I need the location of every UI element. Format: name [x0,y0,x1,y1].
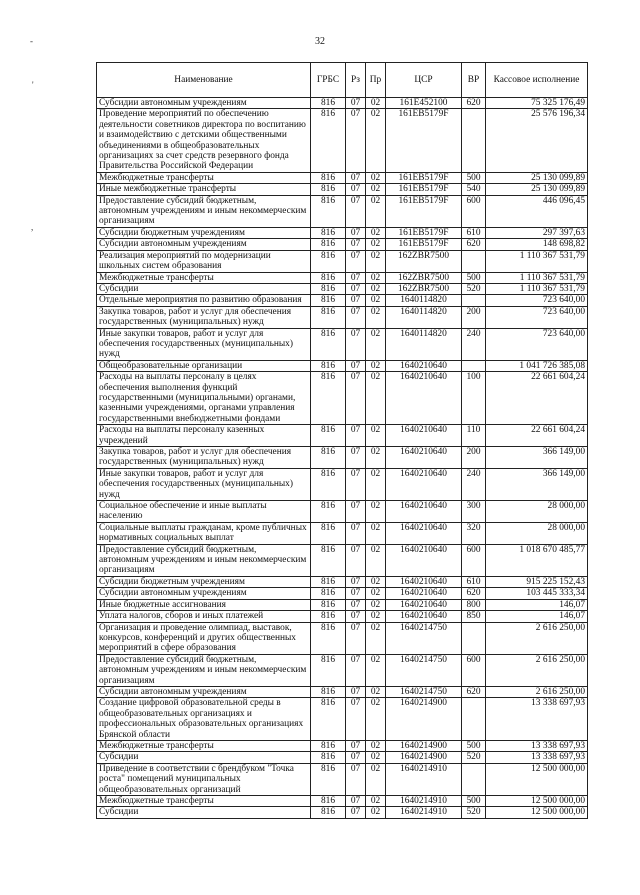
table-row [97,98,588,109]
cell-csr: 1640210640 [386,468,462,500]
cell-grbs: 816 [311,796,346,807]
cell-vr: 620 [462,98,486,109]
cell-amount: 366 149,00 [486,447,588,469]
cell-amount: 723 640,00 [486,306,588,328]
table-row [97,501,588,523]
cell-grbs: 816 [311,501,346,523]
table-row [97,172,588,183]
cell-pr: 02 [366,501,386,523]
cell-vr: 520 [462,283,486,294]
cell-amount: 13 338 697,93 [486,698,588,741]
cell-rz: 07 [346,227,366,238]
cell-pr: 02 [366,227,386,238]
cell-pr: 02 [366,98,386,109]
cell-rz: 07 [346,328,366,360]
cell-vr: 500 [462,172,486,183]
cell-vr: 240 [462,468,486,500]
cell-grbs: 816 [311,468,346,500]
cell-pr: 02 [366,328,386,360]
table-row [97,622,588,654]
cell-pr: 02 [366,195,386,227]
cell-csr: 161EB5179F [386,184,462,195]
table-row [97,239,588,250]
table-row [97,576,588,587]
cell-name: Субсидии автономным учреждениям [97,98,311,109]
table-row [97,588,588,599]
cell-rz: 07 [346,172,366,183]
cell-pr: 02 [366,654,386,686]
cell-pr: 02 [366,447,386,469]
page-number: 32 [315,36,325,47]
cell-pr: 02 [366,763,386,795]
header-csr: ЦСР [386,63,462,98]
table-header-row [97,63,588,98]
table-row [97,184,588,195]
cell-name: Субсидии бюджетным учреждениям [97,227,311,238]
cell-grbs: 816 [311,611,346,622]
cell-grbs: 816 [311,239,346,250]
table-row [97,109,588,172]
cell-rz: 07 [346,468,366,500]
cell-csr: 1640214910 [386,763,462,795]
table-row [97,544,588,576]
cell-csr: 1640114820 [386,306,462,328]
cell-rz: 07 [346,360,366,371]
cell-pr: 02 [366,109,386,172]
cell-vr: 610 [462,227,486,238]
cell-name: Межбюджетные трансферты [97,172,311,183]
cell-pr: 02 [366,306,386,328]
cell-grbs: 816 [311,763,346,795]
cell-grbs: 816 [311,686,346,697]
table-row [97,306,588,328]
cell-amount: 22 661 604,24 [486,372,588,425]
header-rz: Рз [346,63,366,98]
cell-amount: 1 041 726 385,08 [486,360,588,371]
cell-name: Социальные выплаты гражданам, кроме публичных нормативных социальных выплат [97,522,311,544]
cell-pr: 02 [366,250,386,272]
cell-pr: 02 [366,239,386,250]
cell-csr: 1640214900 [386,740,462,751]
budget-table [96,62,588,819]
cell-pr: 02 [366,740,386,751]
cell-name: Расходы на выплаты персоналу в целях обеспечения выполнения функций государственными (муниципальными) органами, казенными учреждениями, органами управления государственными внебюджетными фондами [97,372,311,425]
cell-pr: 02 [366,295,386,306]
cell-pr: 02 [366,588,386,599]
cell-rz: 07 [346,740,366,751]
cell-vr: 240 [462,328,486,360]
cell-amount: 103 445 333,34 [486,588,588,599]
cell-grbs: 816 [311,295,346,306]
cell-amount: 1 018 670 485,77 [486,544,588,576]
table-row [97,796,588,807]
cell-amount: 2 616 250,00 [486,654,588,686]
cell-rz: 07 [346,425,366,447]
margin-mark: ' [32,80,34,90]
cell-name: Субсидии автономным учреждениям [97,239,311,250]
cell-csr: 1640214750 [386,686,462,697]
cell-vr: 200 [462,306,486,328]
cell-amount: 75 325 176,49 [486,98,588,109]
cell-csr: 162ZBR7500 [386,250,462,272]
cell-name: Субсидии бюджетным учреждениям [97,576,311,587]
header-amount: Кассовое исполнение [486,63,588,98]
cell-amount: 297 397,63 [486,227,588,238]
cell-pr: 02 [366,807,386,818]
cell-csr: 1640210640 [386,599,462,610]
table-row [97,698,588,741]
cell-csr: 1640210640 [386,576,462,587]
table-row [97,468,588,500]
table-row [97,227,588,238]
cell-name: Межбюджетные трансферты [97,272,311,283]
cell-grbs: 816 [311,184,346,195]
cell-vr: 100 [462,372,486,425]
cell-vr: 110 [462,425,486,447]
cell-grbs: 816 [311,306,346,328]
cell-vr: 850 [462,611,486,622]
cell-grbs: 816 [311,654,346,686]
cell-pr: 02 [366,576,386,587]
cell-pr: 02 [366,283,386,294]
cell-csr: 161EB5179F [386,109,462,172]
cell-grbs: 816 [311,372,346,425]
cell-pr: 02 [366,752,386,763]
cell-amount: 13 338 697,93 [486,752,588,763]
cell-vr [462,109,486,172]
cell-grbs: 816 [311,698,346,741]
cell-vr [462,250,486,272]
cell-pr: 02 [366,272,386,283]
cell-grbs: 816 [311,328,346,360]
cell-rz: 07 [346,98,366,109]
cell-amount: 723 640,00 [486,295,588,306]
cell-rz: 07 [346,588,366,599]
cell-amount: 148 698,82 [486,239,588,250]
cell-rz: 07 [346,686,366,697]
cell-name: Иные бюджетные ассигнования [97,599,311,610]
cell-vr: 320 [462,522,486,544]
cell-rz: 07 [346,763,366,795]
cell-csr: 1640210640 [386,522,462,544]
cell-pr: 02 [366,611,386,622]
cell-rz: 07 [346,372,366,425]
cell-name: Иные межбюджетные трансферты [97,184,311,195]
cell-amount: 915 225 152,43 [486,576,588,587]
cell-name: Субсидии автономным учреждениям [97,588,311,599]
cell-name: Приведение в соответствии с брендбуком "Точка роста" помещений муниципальных общеобразовательных организаций [97,763,311,795]
table-row [97,360,588,371]
cell-name: Уплата налогов, сборов и иных платежей [97,611,311,622]
cell-csr: 1640210640 [386,372,462,425]
cell-rz: 07 [346,306,366,328]
cell-vr [462,360,486,371]
cell-csr: 1640210640 [386,544,462,576]
cell-csr: 1640214900 [386,752,462,763]
cell-csr: 1640214910 [386,807,462,818]
cell-vr: 610 [462,576,486,587]
header-name: Наименование [97,63,311,98]
cell-rz: 07 [346,796,366,807]
cell-amount: 28 000,00 [486,522,588,544]
cell-amount: 2 616 250,00 [486,686,588,697]
cell-vr: 620 [462,686,486,697]
table-row [97,686,588,697]
cell-name: Предоставление субсидий бюджетным, автономным учреждениям и иным некоммерческим организациям [97,544,311,576]
cell-amount: 12 500 000,00 [486,807,588,818]
cell-csr: 161EB5179F [386,195,462,227]
cell-rz: 07 [346,283,366,294]
cell-vr: 620 [462,588,486,599]
cell-grbs: 816 [311,599,346,610]
cell-csr: 1640114820 [386,295,462,306]
cell-vr: 800 [462,599,486,610]
cell-name: Расходы на выплаты персоналу казенных учреждений [97,425,311,447]
cell-rz: 07 [346,184,366,195]
cell-grbs: 816 [311,98,346,109]
cell-amount: 12 500 000,00 [486,796,588,807]
table-row [97,599,588,610]
cell-name: Предоставление субсидий бюджетным, автономным учреждениям и иным некоммерческим организациям [97,195,311,227]
table-row [97,272,588,283]
cell-pr: 02 [366,544,386,576]
cell-name: Иные закупки товаров, работ и услуг для обеспечения государственных (муниципальных) нужд [97,468,311,500]
cell-name: Отдельные мероприятия по развитию образования [97,295,311,306]
cell-grbs: 816 [311,195,346,227]
cell-rz: 07 [346,807,366,818]
margin-mark: , [31,222,34,232]
table-body [97,98,588,819]
cell-amount: 146,07 [486,611,588,622]
cell-rz: 07 [346,622,366,654]
cell-grbs: 816 [311,283,346,294]
cell-grbs: 816 [311,807,346,818]
header-vr: ВР [462,63,486,98]
table-row [97,372,588,425]
header-grbs: ГРБС [311,63,346,98]
cell-vr: 300 [462,501,486,523]
cell-rz: 07 [346,109,366,172]
cell-rz: 07 [346,295,366,306]
cell-grbs: 816 [311,622,346,654]
cell-grbs: 816 [311,227,346,238]
cell-rz: 07 [346,544,366,576]
cell-grbs: 816 [311,544,346,576]
table-row [97,447,588,469]
header-pr: Пр [366,63,386,98]
cell-name: Реализация мероприятий по модернизации школьных систем образования [97,250,311,272]
cell-pr: 02 [366,796,386,807]
cell-amount: 2 616 250,00 [486,622,588,654]
cell-amount: 25 576 196,34 [486,109,588,172]
cell-vr: 200 [462,447,486,469]
cell-amount: 13 338 697,93 [486,740,588,751]
cell-vr: 500 [462,272,486,283]
table-row [97,328,588,360]
cell-name: Организация и проведение олимпиад, выставок, конкурсов, конференций и других общественных мероприятий в сфере образования [97,622,311,654]
cell-rz: 07 [346,599,366,610]
cell-vr: 540 [462,184,486,195]
cell-rz: 07 [346,752,366,763]
cell-csr: 1640210640 [386,588,462,599]
cell-rz: 07 [346,250,366,272]
table-row [97,763,588,795]
cell-pr: 02 [366,372,386,425]
cell-name: Предоставление субсидий бюджетным, автономным учреждениям и иным некоммерческим организациям [97,654,311,686]
cell-csr: 1640214750 [386,654,462,686]
cell-amount: 28 000,00 [486,501,588,523]
cell-vr: 600 [462,195,486,227]
cell-rz: 07 [346,611,366,622]
table-row [97,654,588,686]
cell-rz: 07 [346,272,366,283]
cell-grbs: 816 [311,172,346,183]
cell-pr: 02 [366,172,386,183]
cell-grbs: 816 [311,752,346,763]
cell-rz: 07 [346,501,366,523]
cell-rz: 07 [346,447,366,469]
cell-name: Субсидии автономным учреждениям [97,686,311,697]
table-row [97,425,588,447]
cell-vr: 500 [462,796,486,807]
cell-rz: 07 [346,522,366,544]
cell-rz: 07 [346,576,366,587]
cell-csr: 1640210640 [386,447,462,469]
cell-pr: 02 [366,360,386,371]
cell-csr: 1640210640 [386,611,462,622]
cell-rz: 07 [346,654,366,686]
cell-csr: 161EB5179F [386,227,462,238]
cell-amount: 12 500 000,00 [486,763,588,795]
cell-vr: 520 [462,752,486,763]
cell-grbs: 816 [311,588,346,599]
cell-amount: 366 149,00 [486,468,588,500]
cell-amount: 1 110 367 531,79 [486,283,588,294]
cell-pr: 02 [366,184,386,195]
cell-pr: 02 [366,522,386,544]
table-row [97,740,588,751]
cell-name: Закупка товаров, работ и услуг для обеспечения государственных (муниципальных) нужд [97,306,311,328]
cell-name: Межбюджетные трансферты [97,796,311,807]
cell-grbs: 816 [311,740,346,751]
cell-name: Иные закупки товаров, работ и услуг для обеспечения государственных (муниципальных) нужд [97,328,311,360]
cell-rz: 07 [346,239,366,250]
cell-csr: 1640210640 [386,425,462,447]
table-row [97,283,588,294]
margin-mark: - [30,36,33,46]
cell-grbs: 816 [311,522,346,544]
table-row [97,522,588,544]
cell-rz: 07 [346,195,366,227]
cell-name: Межбюджетные трансферты [97,740,311,751]
cell-pr: 02 [366,599,386,610]
cell-name: Закупка товаров, работ и услуг для обеспечения государственных (муниципальных) нужд [97,447,311,469]
table-row [97,807,588,818]
cell-vr [462,763,486,795]
table-row [97,752,588,763]
cell-amount: 146,07 [486,599,588,610]
cell-grbs: 816 [311,447,346,469]
cell-rz: 07 [346,698,366,741]
cell-grbs: 816 [311,109,346,172]
cell-vr: 520 [462,807,486,818]
cell-pr: 02 [366,698,386,741]
cell-vr: 600 [462,654,486,686]
cell-csr: 161EB5179F [386,172,462,183]
table-row [97,295,588,306]
cell-csr: 161E452100 [386,98,462,109]
cell-pr: 02 [366,468,386,500]
cell-name: Создание цифровой образовательной среды в общеобразовательных организациях и профессиональных образовательных организациях Брянской области [97,698,311,741]
cell-name: Социальное обеспечение и иные выплаты населению [97,501,311,523]
cell-csr: 1640214900 [386,698,462,741]
cell-vr: 600 [462,544,486,576]
cell-amount: 1 110 367 531,79 [486,272,588,283]
cell-amount: 1 110 367 531,79 [486,250,588,272]
cell-name: Проведение мероприятий по обеспечению деятельности советников директора по воспитанию и взаимодействию с детскими общественными объединениями в общеобразовательных организациях за счет средств резервного фонда Правительства Российской Федерации [97,109,311,172]
cell-grbs: 816 [311,272,346,283]
cell-vr [462,622,486,654]
table-row [97,611,588,622]
cell-csr: 1640214750 [386,622,462,654]
table-row [97,195,588,227]
cell-grbs: 816 [311,425,346,447]
cell-name: Субсидии [97,752,311,763]
cell-grbs: 816 [311,576,346,587]
cell-csr: 1640210640 [386,501,462,523]
cell-pr: 02 [366,686,386,697]
cell-vr: 500 [462,740,486,751]
cell-amount: 723 640,00 [486,328,588,360]
cell-amount: 25 130 099,89 [486,184,588,195]
cell-amount: 22 661 604,24 [486,425,588,447]
cell-csr: 162ZBR7500 [386,283,462,294]
cell-pr: 02 [366,425,386,447]
cell-csr: 1640114820 [386,328,462,360]
cell-vr [462,698,486,741]
table-row [97,250,588,272]
cell-amount: 25 130 099,89 [486,172,588,183]
cell-csr: 161EB5179F [386,239,462,250]
cell-vr [462,295,486,306]
cell-grbs: 816 [311,250,346,272]
cell-pr: 02 [366,622,386,654]
cell-csr: 1640214910 [386,796,462,807]
cell-amount: 446 096,45 [486,195,588,227]
cell-grbs: 816 [311,360,346,371]
cell-name: Общеобразовательные организации [97,360,311,371]
cell-vr: 620 [462,239,486,250]
cell-name: Субсидии [97,807,311,818]
cell-name: Субсидии [97,283,311,294]
cell-csr: 1640210640 [386,360,462,371]
cell-csr: 162ZBR7500 [386,272,462,283]
